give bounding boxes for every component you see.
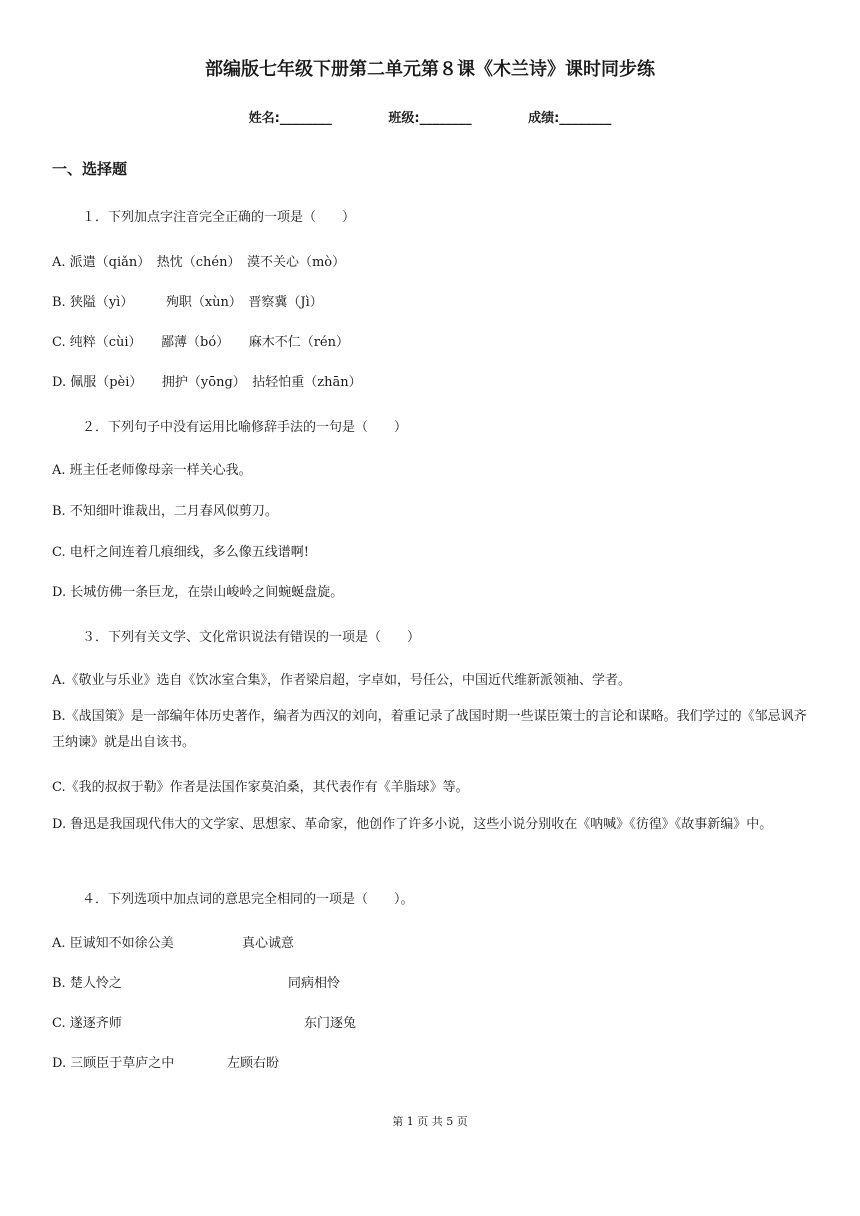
question-3-option-b: B.《战国策》是一部编年体历史著作，编者为西汉的刘向，着重记录了战国时期一些谋臣策士的言论和谋略。我们学过的《邹忌讽齐王纳谏》就是出自该书。 bbox=[52, 709, 807, 750]
question-3-option-d: D. 鲁迅是我国现代伟大的文学家、思想家、革命家，他创作了许多小说，这些小说分别收在《呐喊》《彷徨》《故事新编》中。 bbox=[52, 817, 773, 832]
question-4-stem: ４．下列选项中加点词的意思完全相同的一项是（ ）。 bbox=[82, 892, 414, 907]
question-2-option-b: B. 不知细叶谁裁出，二月春风似剪刀。 bbox=[52, 504, 278, 519]
name-field: 姓名:________ bbox=[248, 111, 332, 126]
page-title: 部编版七年级下册第二单元第８课《木兰诗》课时同步练 bbox=[205, 59, 655, 80]
question-3-stem: ３．下列有关文学、文化常识说法有错误的一项是（ ） bbox=[82, 630, 421, 645]
question-4-option-a: A. 臣诚知不如徐公美 bbox=[52, 936, 174, 951]
question-4-option-b-compare: 同病相怜 bbox=[288, 976, 341, 991]
score-field: 成绩:________ bbox=[528, 111, 612, 126]
question-3-option-a: A.《敬业与乐业》选自《饮冰室合集》，作者梁启超，字卓如，号任公，中国近代维新派领袖、学者。 bbox=[52, 673, 632, 688]
question-1-option-b: B. 狭隘（yì） 殉职（xùn） 晋察冀（Jì） bbox=[52, 295, 323, 310]
class-field: 班级:________ bbox=[388, 111, 472, 126]
page-footer: 第 1 页 共 5 页 bbox=[392, 1115, 468, 1128]
section-heading: 一、选择题 bbox=[52, 160, 128, 178]
student-info-row bbox=[0, 107, 860, 126]
question-1-stem: １．下列加点字注音完全正确的一项是（ ） bbox=[82, 210, 356, 225]
question-4-option-c: C. 遂逐齐师 bbox=[52, 1016, 122, 1031]
question-4-option-a-compare: 真心诚意 bbox=[242, 936, 295, 951]
question-1-option-a: A. 派遣（qiǎn） 热忱（chén） 漠不关心（mò） bbox=[52, 255, 346, 270]
question-4-option-b: B. 楚人怜之 bbox=[52, 976, 122, 991]
question-4-option-d-compare: 左顾右盼 bbox=[227, 1056, 280, 1071]
question-2-option-c: C. 电杆之间连着几痕细线，多么像五线谱啊! bbox=[52, 545, 309, 560]
question-1-option-c: C. 纯粹（cùi） 鄙薄（bó） 麻木不仁（rén） bbox=[52, 335, 349, 350]
question-2-stem: ２．下列句子中没有运用比喻修辞手法的一句是（ ） bbox=[82, 420, 408, 435]
question-3-option-c: C.《我的叔叔于勒》作者是法国作家莫泊桑，其代表作有《羊脂球》等。 bbox=[52, 780, 469, 795]
question-2-option-d: D. 长城仿佛一条巨龙，在崇山峻岭之间蜿蜒盘旋。 bbox=[52, 585, 344, 600]
question-2-option-a: A. 班主任老师像母亲一样关心我。 bbox=[52, 463, 252, 478]
question-4-option-d: D. 三顾臣于草庐之中 bbox=[52, 1056, 175, 1071]
question-4-option-c-compare: 东门逐兔 bbox=[304, 1016, 357, 1031]
question-1-option-d: D. 佩服（pèi） 拥护（yōng） 拈轻怕重（zhān） bbox=[52, 375, 362, 390]
